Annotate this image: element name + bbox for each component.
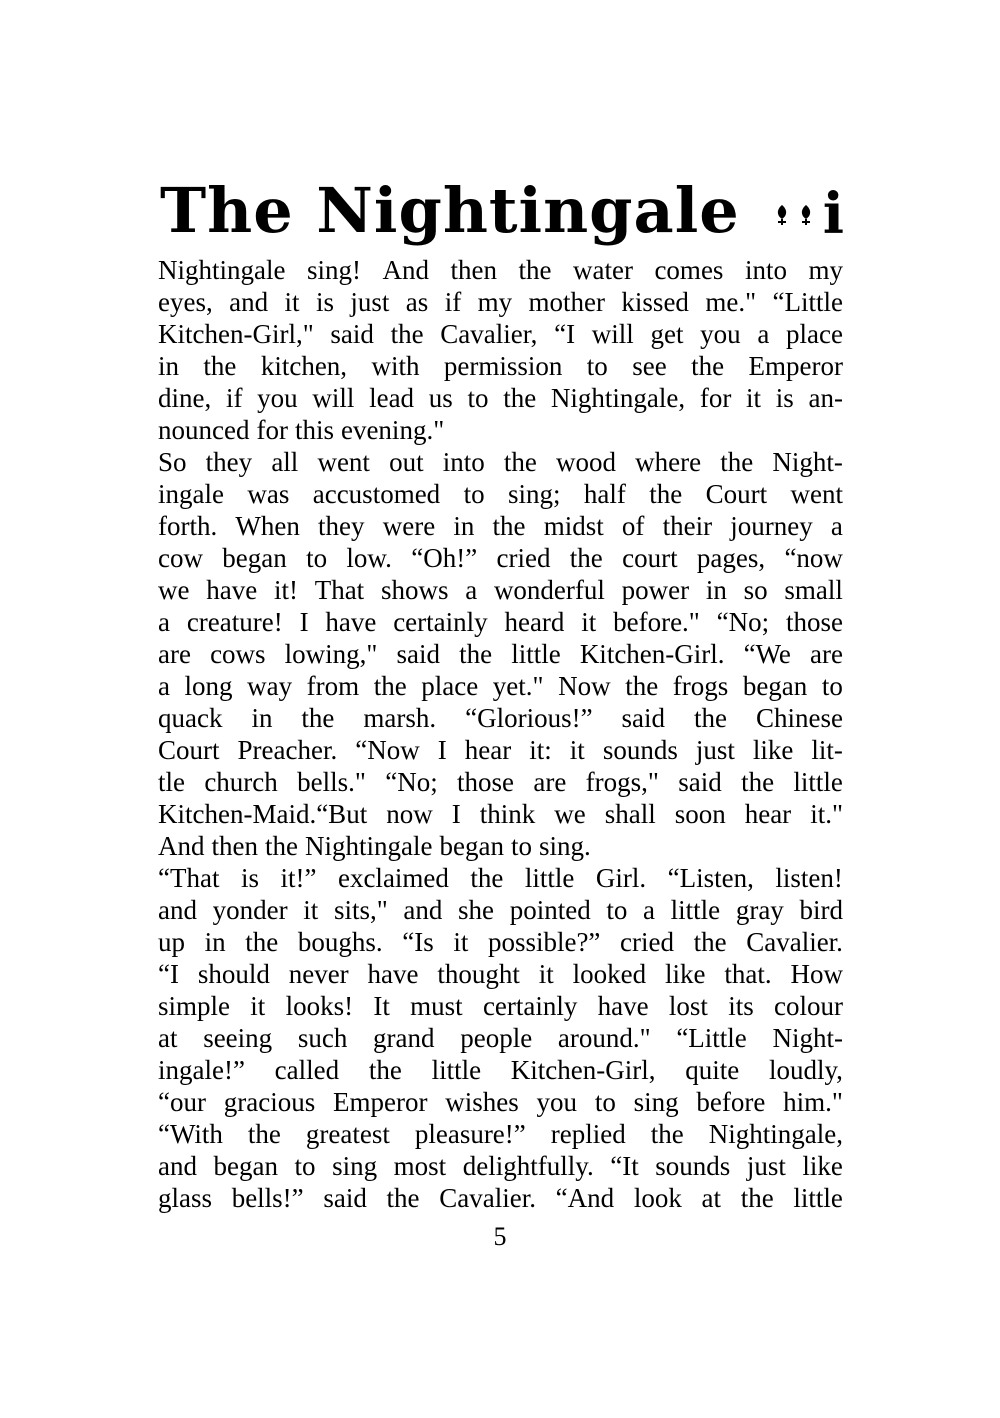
text-line: eyes, and it is just as if my mother kissed me." “Little xyxy=(158,287,843,317)
ornament-leaf-icon xyxy=(799,202,813,232)
body-text xyxy=(158,254,843,1214)
text-line: glass bells!” said the Cavalier. “And look at the little xyxy=(158,1183,843,1213)
text-line: up in the boughs. “Is it possible?” cried the Cavalier. xyxy=(158,927,843,957)
text-line: Kitchen-Girl," said the Cavalier, “I will get you a place xyxy=(158,319,843,349)
text-line: dine, if you will lead us to the Nightingale, for it is an- xyxy=(158,383,843,413)
text-line: Kitchen-Maid.“But now I think we shall soon hear it." xyxy=(158,799,843,829)
text-line: simple it looks! It must certainly have lost its colour xyxy=(158,991,843,1021)
running-head-title: The Nightingale xyxy=(160,174,740,247)
text-line: a creature! I have certainly heard it before." “No; those xyxy=(158,607,843,637)
text-line: And then the Nightingale began to sing. xyxy=(158,831,591,861)
text-line: “I should never have thought it looked like that. How xyxy=(158,959,843,989)
text-line: “That is it!” exclaimed the little Girl. “Listen, listen! xyxy=(158,863,843,893)
text-line: in the kitchen, with permission to see the Emperor xyxy=(158,351,843,381)
text-line: So they all went out into the wood where the Night- xyxy=(158,447,843,477)
text-line: we have it! That shows a wonderful power in so small xyxy=(158,575,843,605)
text-line: a long way from the place yet." Now the frogs began to xyxy=(158,671,843,701)
text-line: forth. When they were in the midst of their journey a xyxy=(158,511,843,541)
text-line: ingale!” called the little Kitchen-Girl, quite loudly, xyxy=(158,1055,843,1085)
text-line: nounced for this evening." xyxy=(158,415,445,445)
page-number: 5 xyxy=(493,1222,507,1251)
running-head-numeral: i xyxy=(822,181,844,247)
running-head-ornaments xyxy=(775,181,844,247)
text-line: tle church bells." “No; those are frogs," said the little xyxy=(158,767,843,797)
text-line: ingale was accustomed to sing; half the Court went xyxy=(158,479,843,509)
text-line: cow began to low. “Oh!” cried the court pages, “now xyxy=(158,543,843,573)
text-line: and yonder it sits," and she pointed to a little gray bird xyxy=(158,895,843,925)
ornament-leaf-icon xyxy=(775,202,789,232)
text-line: and began to sing most delightfully. “It sounds just like xyxy=(158,1151,843,1181)
text-line: Nightingale sing! And then the water comes into my xyxy=(158,255,843,285)
text-line: Court Preacher. “Now I hear it: it sounds just like lit- xyxy=(158,735,843,765)
text-line: at seeing such grand people around." “Little Night- xyxy=(158,1023,843,1053)
text-line: “With the greatest pleasure!” replied the Nightingale, xyxy=(158,1119,843,1149)
text-line: are cows lowing," said the little Kitchen-Girl. “We are xyxy=(158,639,843,669)
text-line: quack in the marsh. “Glorious!” said the Chinese xyxy=(158,703,843,733)
text-line: “our gracious Emperor wishes you to sing before him." xyxy=(158,1087,843,1117)
running-head xyxy=(160,160,844,247)
